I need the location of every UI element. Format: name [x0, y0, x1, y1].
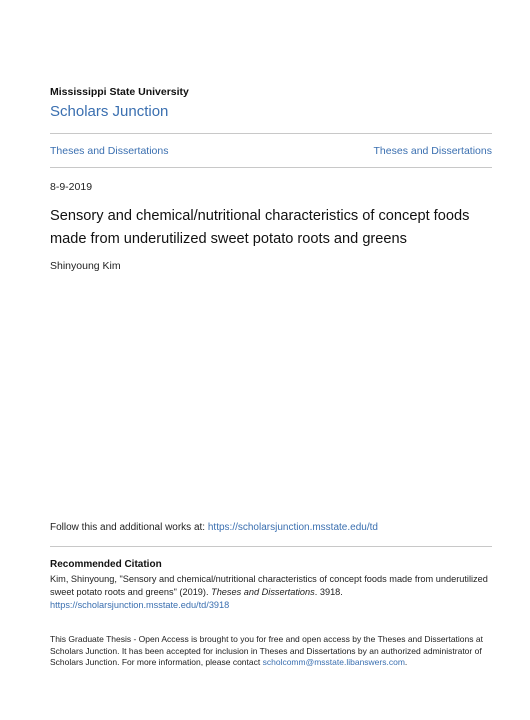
collection-link-left[interactable]: Theses and Dissertations: [50, 145, 169, 157]
follow-line: [50, 522, 378, 533]
citation-text-after: . 3918.: [314, 587, 343, 597]
collection-link-right[interactable]: Theses and Dissertations: [373, 145, 492, 157]
author-name: Shinyoung Kim: [50, 260, 121, 272]
divider-citation: [50, 546, 492, 547]
citation-text: [50, 573, 490, 612]
citation-url-link[interactable]: https://scholarsjunction.msstate.edu/td/3918: [50, 600, 230, 610]
citation-text-before: Kim, Shinyoung, "Sensory and chemical/nutritional characteristics of concept foods made from underutilized sweet potato roots and greens" (2019).: [50, 574, 488, 597]
open-access-disclaimer: [50, 634, 490, 669]
publication-date: 8-9-2019: [50, 181, 93, 193]
repository-name-link[interactable]: Scholars Junction: [50, 103, 169, 120]
contact-email-link[interactable]: scholcomm@msstate.libanswers.com: [262, 657, 405, 667]
divider-top: [50, 133, 492, 134]
recommended-citation-heading: Recommended Citation: [50, 559, 162, 570]
disclaimer-text: This Graduate Thesis - Open Access is brought to you for free and open access by the Theses and Dissertations at Scholars Junction. It has been accepted for inclusion in Theses and Dissertations by an authorized administrator of Scholars Junction. For more information, please contact: [50, 634, 483, 667]
follow-prefix: Follow this and additional works at:: [50, 522, 208, 533]
follow-url-link[interactable]: https://scholarsjunction.msstate.edu/td: [207, 522, 378, 533]
institution-name: Mississippi State University: [50, 86, 189, 98]
divider-collections: [50, 167, 492, 168]
citation-series: Theses and Dissertations: [211, 587, 315, 597]
disclaimer-end: .: [404, 657, 408, 667]
work-title: Sensory and chemical/nutritional characteristics of concept foods made from underutilized sweet potato roots and greens: [50, 208, 470, 247]
